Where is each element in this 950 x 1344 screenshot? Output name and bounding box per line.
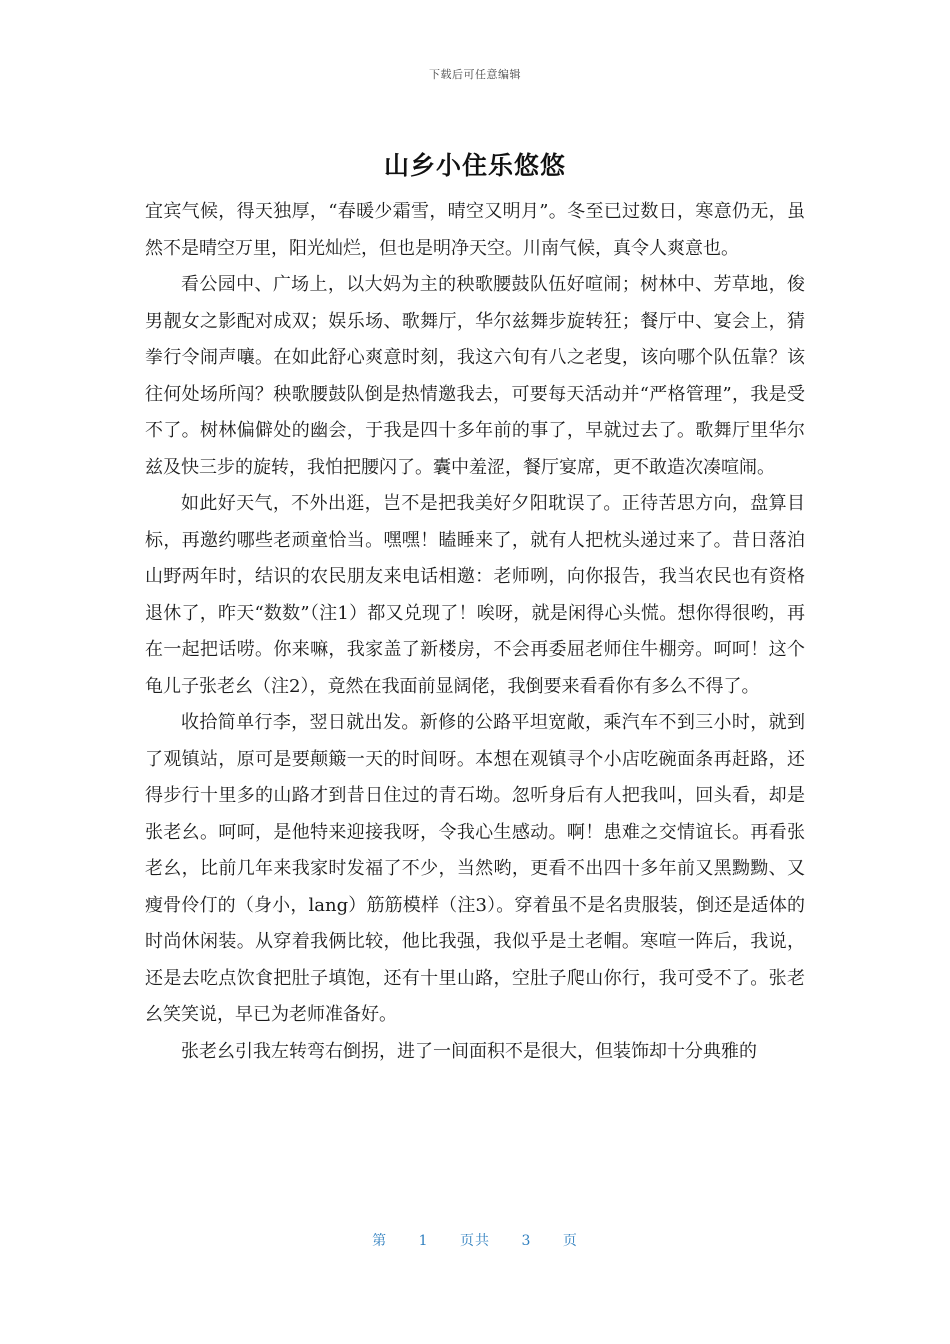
paragraph-5: 张老幺引我左转弯右倒拐，进了一间面积不是很大，但装饰却十分典雅的 <box>181 1040 757 1062</box>
footer-label-page: 第 <box>372 1233 388 1249</box>
footer-total-pages: 3 <box>521 1233 532 1249</box>
document-body <box>145 194 805 1070</box>
paragraph-3: 如此好天气，不外出逛，岂不是把我美好夕阳耽误了。正待苦思方向，盘算目标，再邀约哪些老顽童恰当。嘿嘿！瞌睡来了，就有人把枕头递过来了。昔日落泊山野两年时，结识的农民朋友来电话相邀：老师咧，向你报告，我当农民也有资格退休了，昨天“数数”（注1）都又兑现了！唉呀，就是闲得心头慌。想你得很哟，再在一起把话唠。你来嘛，我家盖了新楼房，不会再委屈老师住牛棚旁。呵呵！这个龟儿子张老幺（注2），竟然在我面前显阔佬，我倒要来看看你有多么不得了。 <box>145 493 805 697</box>
page-footer <box>0 1230 950 1250</box>
paragraph-2: 看公园中、广场上，以大妈为主的秧歌腰鼓队伍好喧闹；树林中、芳草地，俊男靓女之影配对成双；娱乐场、歌舞厅，华尔兹舞步旋转狂；餐厅中、宴会上，猜拳行令闹声嚷。在如此舒心爽意时刻，我这六旬有八之老叟，该向哪个队伍靠？该往何处场所闯？秧歌腰鼓队倒是热情邀我去，可要每天活动并“严格管理”，我是受不了。树林偏僻处的幽会，于我是四十多年前的事了，早就过去了。歌舞厅里华尔兹及快三步的旋转，我怕把腰闪了。囊中羞涩，餐厅宴席，更不敢造次凑喧闹。 <box>145 274 805 478</box>
footer-current-page: 1 <box>418 1233 429 1249</box>
footer-label-of: 页共 <box>460 1233 490 1249</box>
page-header: 下载后可任意编辑 <box>429 68 521 81</box>
paragraph-4: 收拾简单行李，翌日就出发。新修的公路平坦宽敞，乘汽车不到三小时，就到了观镇站，原可是要颠簸一天的时间呀。本想在观镇寻个小店吃碗面条再赶路，还得步行十里多的山路才到昔日住过的青石坳。忽听身后有人把我叫，回头看，却是张老幺。呵呵，是他特来迎接我呀，令我心生感动。啊！患难之交情谊长。再看张老幺，比前几年来我家时发福了不少，当然哟，更看不出四十多年前又黑黝黝、又瘦骨伶仃的（身小，lang）筋筋模样（注3）。穿着虽不是名贵服装，倒还是适体的时尚休闲装。从穿着我俩比较，他比我强，我似乎是土老帽。寒喧一阵后，我说，还是去吃点饮食把肚子填饱，还有十里山路，空肚子爬山你行，我可受不了。张老幺笑笑说，早已为老师准备好。 <box>145 712 805 1025</box>
footer-label-end: 页 <box>562 1233 578 1249</box>
document-title: 山乡小住乐悠悠 <box>383 151 566 180</box>
paragraph-1: 宜宾气候，得天独厚，“春暖少霜雪，晴空又明月”。冬至已过数日，寒意仍无，虽然不是晴空万里，阳光灿烂，但也是明净天空。川南气候，真令人爽意也。 <box>145 201 805 259</box>
